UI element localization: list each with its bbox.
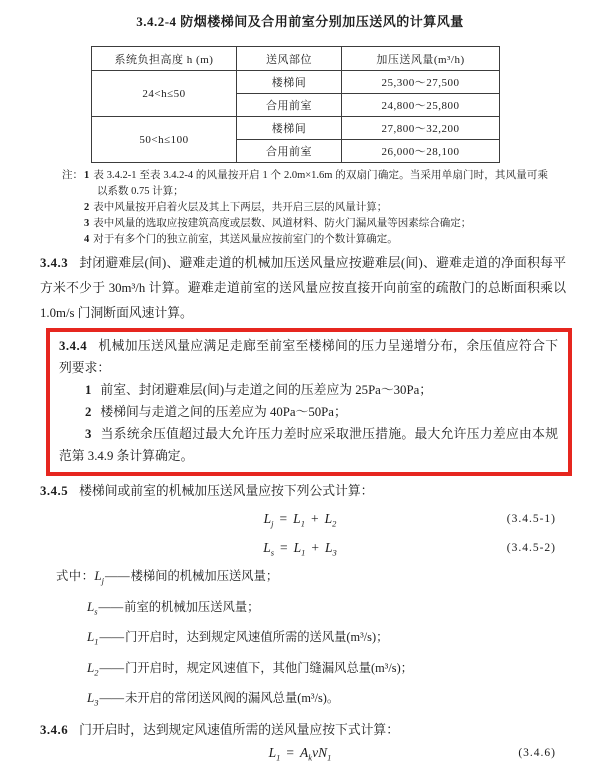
pressurized-air-volume-table [91,46,500,163]
note-number: 4 [84,234,90,245]
clause-number: 3 [85,427,92,441]
clause-3-4-4-1 [59,379,558,401]
cell-volume: 25,300～27,500 [342,71,500,94]
cell-part: 楼梯间 [237,71,342,94]
section-text: 封闭避难层(间)、避难走道的机械加压送风量应按避难层(间)、避难走道的净面积每平方米不少于 30m³/h 计算。避难走道前室的送风量应按直接开向前室的疏散门的总断面积乘以 1.0m/s 门洞断面风速计算。 [40,256,566,320]
note-item-2 [84,200,548,216]
note-item-1 [84,168,548,200]
clause-number: 1 [85,383,92,397]
clause-text: 楼梯间与走道之间的压差应为 40Pa～50Pa； [100,405,347,419]
definition-text: 楼梯间的机械加压送风量； [130,569,279,583]
note-number: 1 [84,170,90,181]
definition-l2: $L_2——$门开启时，规定风速值下，其他门缝漏风总量(m³/s)； [87,659,413,678]
formula-3-4-5-2 [0,539,600,559]
section-number: 3.4.6 [40,722,69,737]
formula-expression: $L_s = L_1 + L_3$ [263,540,337,558]
clause-3-4-4-3 [59,423,558,467]
note-number: 3 [84,218,90,229]
section-text: 楼梯间或前室的机械加压送风量应按下列公式计算： [79,484,374,498]
section-number: 3.4.3 [40,256,69,270]
section-text: 门开启时，达到规定风速值所需的送风量应按下式计算： [79,722,400,737]
definitions-label: 式中： [56,569,95,583]
cell-volume: 27,800～32,200 [342,117,500,140]
highlight-red-box [46,328,572,476]
table-row [92,117,500,140]
section-number: 3.4.4 [59,339,88,353]
section-3-4-4 [59,335,558,379]
note-item-4 [84,232,548,248]
clause-number: 2 [85,405,92,419]
definition-l3: $L_3——$未开启的常闭送风阀的漏风总量(m³/s)。 [87,690,340,708]
definition-l1: $L_1——$门开启时，达到规定风速值所需的送风量(m³/s)； [87,629,389,647]
table-notes [62,168,548,248]
note-text: 表 3.4.2-1 至表 3.4.2-4 的风量按开启 1 个 2.0m×1.6m 的双扇门确定。当采用单扇门时，其风量可乘以系数 0.75 计算； [93,170,548,197]
cell-part: 合用前室 [237,140,342,163]
cell-part: 合用前室 [237,94,342,117]
col-header-air-volume: 加压送风量(m³/h) [342,47,500,71]
note-text: 对于有多个门的独立前室，其送风量应按前室门的个数计算确定。 [93,234,398,245]
definition-text: 前室的机械加压送风量； [124,599,260,614]
equation-number: (3.4.5-2) [506,542,556,554]
formula-3-4-6 [0,744,600,764]
definition-lj: 式中：$L_j——$楼梯间的机械加压送风量； [56,568,279,586]
formula-expression: $L_j = L_1 + L_2$ [263,511,337,529]
definition-text: 未开启的常闭送风阀的漏风总量(m³/s)。 [125,691,340,706]
section-text: 机械加压送风量应满足走廊至前室至楼梯间的压力呈递增分布，余压值应符合下列要求： [59,339,558,375]
note-number: 2 [84,202,90,213]
section-3-4-5 [40,479,566,504]
note-text: 表中风量的选取应按建筑高度或层数、风道材料、防火门漏风量等因素综合确定； [93,218,472,229]
note-item-3 [84,216,548,232]
clause-text: 当系统余压值超过最大允许压力差时应采取泄压措施。最大允许压力差应由本规范第 3.4.9 条计算确定。 [59,427,558,463]
cell-height-range: 24<h≤50 [92,71,237,117]
equation-number: (3.4.5-1) [506,513,556,525]
notes-label: 注： [62,170,83,181]
section-3-4-3 [40,251,566,326]
cell-height-range: 50<h≤100 [92,117,237,163]
symbol-definitions [56,563,566,716]
note-text: 表中风量按开启着火层及其上下两层，共开启三层的风量计算； [93,202,388,213]
definition-text: 门开启时，规定风速值下，其他门缝漏风总量(m³/s)； [125,660,413,675]
section-3-4-6 [40,718,566,742]
section-number: 3.4.5 [40,484,69,498]
table-row [92,71,500,94]
formula-expression: $L_1 = A_kvN_1$ [268,744,332,763]
cell-part: 楼梯间 [237,117,342,140]
clause-text: 前室、封闭避难层(间)与走道之间的压差应为 25Pa～30Pa； [100,383,433,397]
cell-volume: 26,000～28,100 [342,140,500,163]
clause-3-4-4-2 [59,401,558,423]
table-header-row [92,47,500,71]
equation-number: (3.4.6) [518,746,556,759]
table-title: 3.4.2-4 防烟楼梯间及合用前室分别加压送风的计算风量 [136,14,464,29]
definition-ls: $L_s——$前室的机械加压送风量； [87,598,260,617]
col-header-system-height: 系统负担高度 h (m) [92,47,237,71]
col-header-supply-part: 送风部位 [237,47,342,71]
definition-text: 门开启时，达到规定风速值所需的送风量(m³/s)； [125,630,389,645]
formula-3-4-5-1 [0,510,600,530]
document-page [0,13,600,763]
cell-volume: 24,800～25,800 [342,94,500,117]
